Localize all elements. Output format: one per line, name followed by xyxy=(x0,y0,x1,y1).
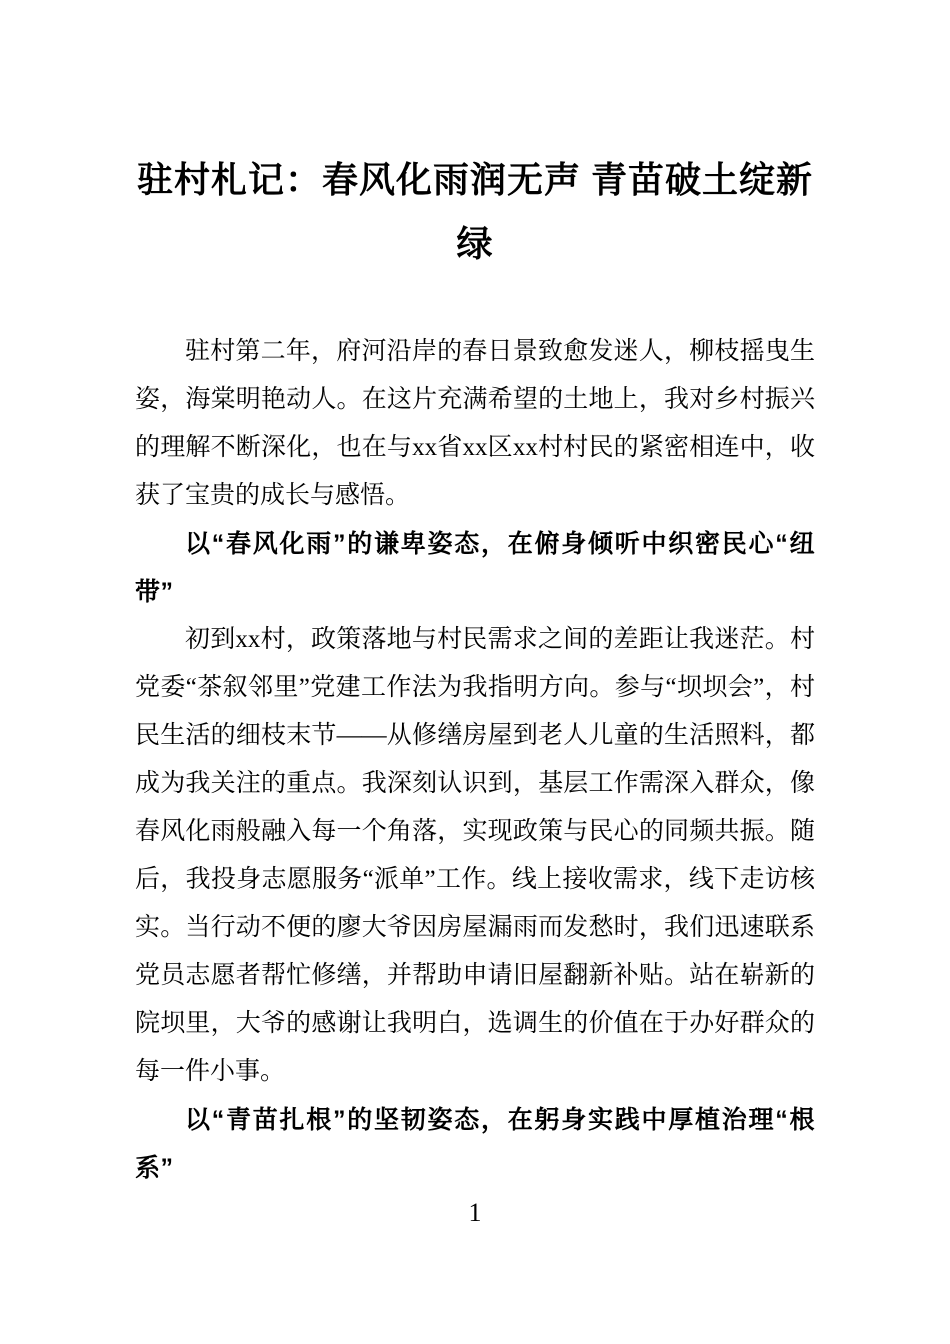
paragraph-body-1: 初到xx村，政策落地与村民需求之间的差距让我迷茫。村党委“茶叙邻里”党建工作法为我指明方向。参与“坝坝会”，村民生活的细枝末节——从修缮房屋到老人儿童的生活照料，都成为我关注的重点。我深刻认识到，基层工作需深入群众，像春风化雨般融入每一个角落，实现政策与民心的同频共振。随后，我投身志愿服务“派单”工作。线上接收需求，线下走访核实。当行动不便的廖大爷因房屋漏雨而发愁时，我们迅速联系党员志愿者帮忙修缮，并帮助申请旧屋翻新补贴。站在崭新的院坝里，大爷的感谢让我明白，选调生的价值在于办好群众的每一件小事。 xyxy=(135,626,815,1085)
section-heading-2: 以“青苗扎根”的坚韧姿态，在躬身实践中厚植治理“根系” xyxy=(135,1106,815,1182)
paragraph-intro: 驻村第二年，府河沿岸的春日景致愈发迷人，柳枝摇曳生姿，海棠明艳动人。在这片充满希望的土地上，我对乡村振兴的理解不断深化，也在与xx省xx区xx村村民的紧密相连中，收获了宝贵的成长与感悟。 xyxy=(135,338,815,509)
document-page xyxy=(135,0,815,1192)
document-title: 驻村札记：春风化雨润无声 青苗破土绽新绿 xyxy=(136,160,813,264)
section-heading-1: 以“春风化雨”的谦卑姿态，在俯身倾听中织密民心“纽带” xyxy=(135,530,815,606)
page-number: 1 xyxy=(468,1198,482,1227)
